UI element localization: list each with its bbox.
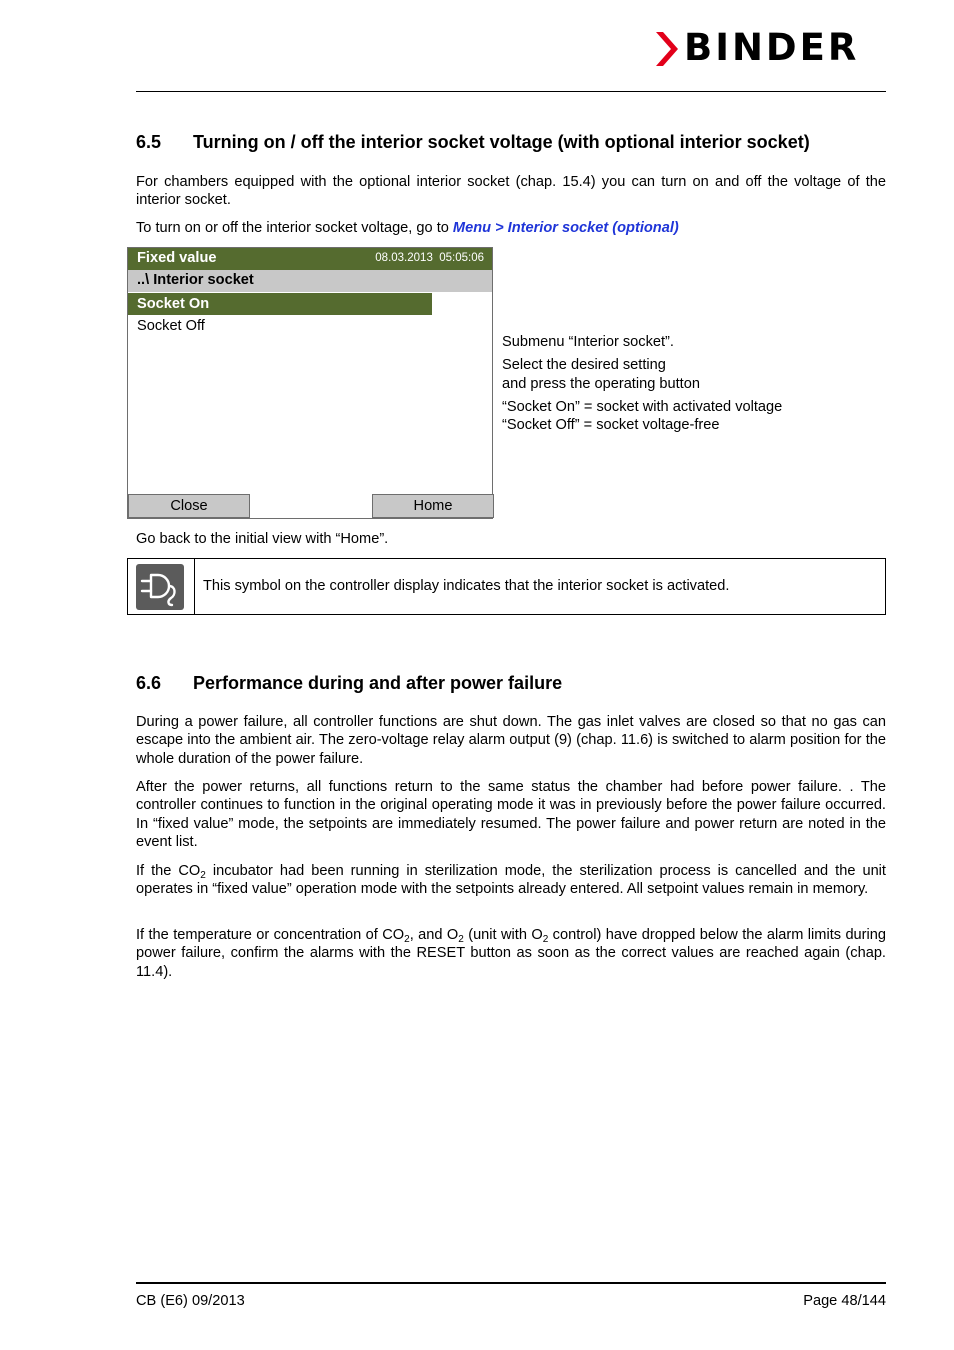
side-note: “Socket On” = socket with activated voltage xyxy=(502,399,783,415)
breadcrumb-label: ..\ Interior socket xyxy=(137,272,254,288)
section-title: Turning on / off the interior socket voltage (with optional interior socket) xyxy=(193,132,810,152)
footer-page-number: Page 48/144 xyxy=(803,1293,886,1309)
menu-path-link[interactable]: Menu > Interior socket (optional) xyxy=(452,220,679,236)
operating-mode: Fixed value xyxy=(137,250,217,266)
paragraph: For chambers equipped with the optional interior socket (chap. 15.4) you can turn on and off the voltage of the interior socket. xyxy=(136,174,886,209)
binder-chevron-icon xyxy=(654,30,680,68)
option-socket-on[interactable] xyxy=(128,293,432,315)
subscript: 2 xyxy=(458,934,464,945)
controller-display xyxy=(127,247,493,519)
paragraph-text: (unit with O xyxy=(463,927,543,943)
socket-plug-icon xyxy=(136,564,184,610)
binder-logo xyxy=(654,26,888,69)
paragraph-menu-path xyxy=(136,219,886,237)
paragraph: During a power failure, all controller functions are shut down. The gas inlet valves are closed so that no gas can escape into the ambient air. The zero-voltage relay alarm output (9) (chap. 11.6) is switched to alarm position for the whole duration of the power failure. xyxy=(136,714,886,767)
header-rule xyxy=(136,91,886,92)
info-note xyxy=(127,558,886,615)
side-note: Submenu “Interior socket”. xyxy=(502,334,674,350)
paragraph-text: incubator had been running in sterilization mode, the sterilization process is cancelled and the unit operates in “fixed value” operation mode with the setpoints already entered. All setpoint values remain in memory. xyxy=(136,863,886,898)
brand-name: BINDER xyxy=(684,26,860,69)
paragraph-text: If the CO xyxy=(136,863,201,879)
section-number: 6.6 xyxy=(136,673,162,693)
paragraph-text: , and O xyxy=(409,927,459,943)
section-title: Performance during and after power failure xyxy=(193,673,563,693)
subscript: 2 xyxy=(542,934,549,945)
subscript: 2 xyxy=(404,934,410,945)
side-note: “Socket Off” = socket voltage-free xyxy=(502,417,720,433)
display-header xyxy=(128,248,492,270)
option-label: Socket Off xyxy=(137,318,205,334)
note-icon-cell xyxy=(128,559,195,614)
section-number: 6.5 xyxy=(136,132,162,152)
option-label: Socket On xyxy=(137,296,210,312)
paragraph-text: control) have dropped below the alarm limits during power failure, confirm the alarms with the RESET button as soon as the correct values are reached again (chap. 11.4). xyxy=(136,927,887,980)
display-breadcrumb xyxy=(128,270,492,292)
footer-rule xyxy=(136,1282,886,1284)
paragraph: After the power returns, all functions return to the same status the chamber had before power failure. . The controller continues to function in the original operating mode it was in previously before the power failure occurred. In “fixed value” mode, the setpoints are immediately resumed. The power failure and power return are noted in the event list. xyxy=(136,779,886,850)
paragraph-text: To turn on or off the interior socket voltage, go to xyxy=(136,220,453,236)
footer-document-id: CB (E6) 09/2013 xyxy=(136,1293,245,1309)
note-text: This symbol on the controller display indicates that the interior socket is activated. xyxy=(203,578,730,594)
side-note: and press the operating button xyxy=(502,376,700,392)
home-button[interactable]: Home xyxy=(372,494,494,518)
subscript: 2 xyxy=(200,870,206,881)
side-note: Select the desired setting xyxy=(502,357,666,373)
paragraph-alarm xyxy=(136,926,886,981)
paragraph-text: If the temperature or concentration of CO xyxy=(136,927,405,943)
go-back-text: Go back to the initial view with “Home”. xyxy=(136,531,389,547)
option-socket-off[interactable] xyxy=(128,315,432,337)
display-datetime: 08.03.2013 05:05:06 xyxy=(375,252,484,264)
paragraph-co2 xyxy=(136,862,886,899)
close-button[interactable]: Close xyxy=(128,494,250,518)
